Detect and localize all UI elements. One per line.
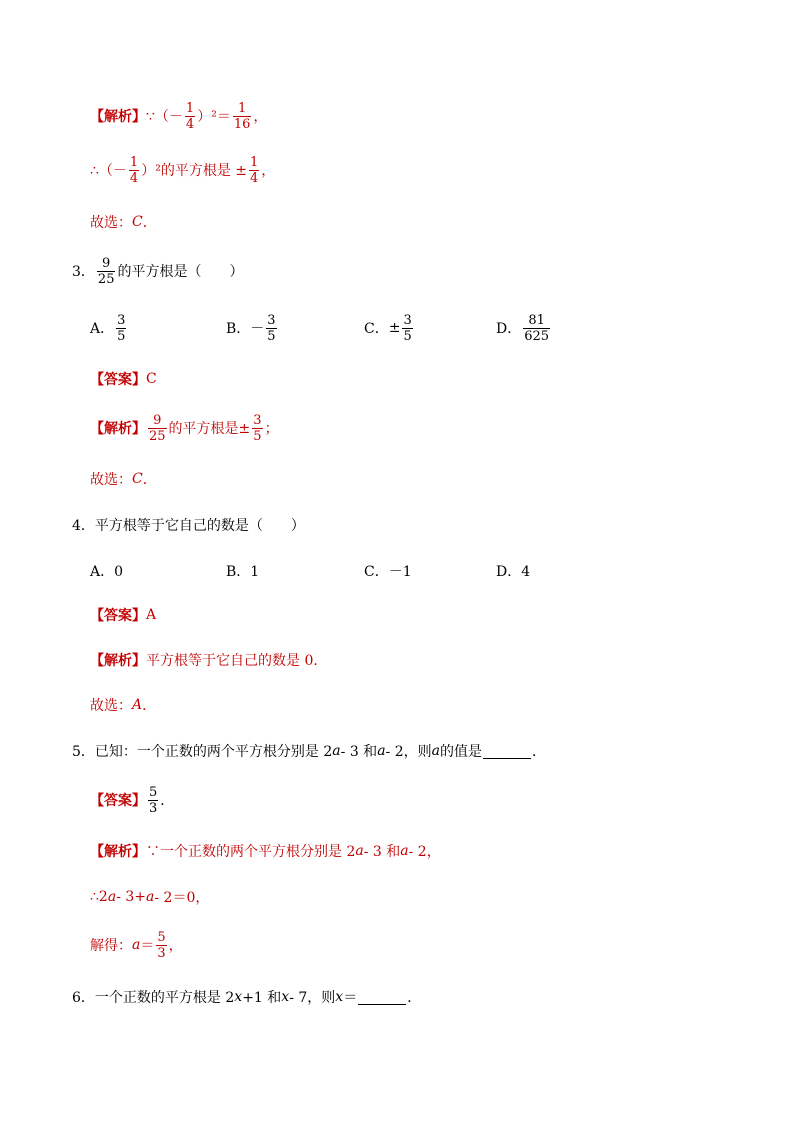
numerator: 1 [237,100,247,116]
question-5-answer [90,780,174,820]
question-text: ＝ [343,990,358,1006]
question-5-solve [90,925,183,965]
fraction [156,931,166,960]
analysis-tag: 【解析】 [90,109,146,125]
analysis-text: - 3 和 [363,844,401,860]
analysis-text: - 2， [408,844,441,860]
answer-tag: 【答案】 [90,608,146,624]
option-label: D． [496,321,522,337]
fraction [97,257,116,286]
numerator: 5 [157,929,166,945]
question-6-stem [72,977,421,1017]
choose-label: 故选： [90,215,132,231]
therefore-text: - 2＝0， [154,890,210,906]
question-number: 6． [72,990,95,1006]
punctuation: ； [264,421,279,437]
option-d[interactable] [496,561,530,581]
question-3-analysis [90,408,279,448]
question-number: 3． [72,264,95,280]
punctuation: ， [168,938,183,954]
equals-sign: ＝ [140,938,155,954]
variable: a [431,743,440,759]
answer-tag: 【答案】 [90,793,146,809]
answer-blank[interactable] [358,990,406,1005]
fraction [266,314,276,343]
analysis-text: 的平方根是± [168,421,251,437]
option-b[interactable] [226,314,279,343]
option-label: A． [90,321,115,337]
analysis-tag: 【解析】 [90,421,146,437]
variable: x [234,989,243,1005]
punctuation: ． [142,472,157,488]
variable: x [335,989,344,1005]
question-number: 4． [72,518,95,534]
numerator: 1 [250,154,259,170]
option-d[interactable] [496,314,552,343]
question-text: - 7，则 [289,990,336,1006]
denominator: 4 [129,170,139,186]
punctuation: ． [142,698,157,714]
fraction [185,102,195,131]
variable: a [400,843,409,859]
variable: a [132,937,141,953]
option-sign: ± [388,320,401,336]
question-text: 已知：一个正数的两个平方根分别是 2 [94,744,333,760]
question-text: - 2，则 [385,744,432,760]
answer-value: C [146,371,157,387]
denominator: 25 [149,428,166,444]
denominator: 5 [253,428,262,444]
fraction [129,156,139,185]
option-sign: － [250,321,265,337]
punctuation: ． [407,990,422,1006]
question-text: 的值是 [440,744,482,760]
fraction [148,786,158,815]
denominator: 4 [185,116,195,132]
therefore-text: ∴2 [90,889,108,905]
question-number: 5． [72,744,95,760]
variable: a [377,743,386,759]
analysis-text: ∵一个正数的两个平方根分别是 2 [146,844,356,860]
option-a[interactable] [90,314,128,343]
numerator: 1 [185,100,195,116]
denominator: 4 [250,170,259,186]
option-c[interactable] [364,561,412,581]
variable: a [332,743,341,759]
option-c[interactable] [364,314,415,343]
fraction [148,414,167,443]
answer-tag: 【答案】 [90,372,146,388]
question-3-choose [90,459,157,499]
option-text: D．4 [496,564,531,580]
analysis-tag: 【解析】 [90,844,146,860]
option-label: C． [364,321,389,337]
denominator: 625 [524,328,550,344]
numerator: 3 [117,312,126,328]
numerator: 5 [149,784,158,800]
option-a[interactable] [90,561,123,581]
punctuation: ． [532,744,546,760]
fraction [233,102,252,131]
because-symbol: ∵（ [146,109,169,125]
fraction [249,156,259,185]
denominator: 5 [267,328,276,344]
denominator: 3 [157,945,166,961]
question-3-stem [72,251,243,291]
question-text: - 3 和 [340,744,378,760]
question-4-analysis [90,640,327,680]
question-text: 平方根等于它自己的数是（ ） [94,518,305,534]
option-text: C．－1 [364,564,412,580]
punctuation: ． [142,215,157,231]
question-5-analysis [90,831,441,871]
numerator: 1 [129,154,139,170]
choice-answer: A [132,697,143,713]
fraction [116,314,126,343]
variable: a [107,889,117,905]
option-text: A．0 [90,564,124,580]
numerator: 9 [153,412,162,428]
fraction [252,414,262,443]
denominator: 5 [117,328,126,344]
question-4-answer [90,595,156,635]
punctuation: ， [253,109,268,125]
numerator: 9 [102,255,111,271]
denominator: 25 [97,271,115,287]
choose-line-1 [90,202,157,242]
question-4-stem [72,505,305,545]
text: 的平方根是 ± [160,163,248,179]
choose-label: 故选： [90,472,132,488]
therefore-symbol: ∴（ [90,163,113,179]
denominator: 5 [403,328,412,344]
denominator: 3 [149,800,158,816]
choose-label: 故选： [90,698,132,714]
minus-sign: － [168,109,183,125]
therefore-text: - 3+ [116,889,147,905]
power-equals: ）²＝ [197,109,231,125]
solve-label: 解得： [90,938,132,954]
question-text: +1 和 [242,990,282,1006]
question-text: 的平方根是（ ） [117,264,244,280]
fraction [402,314,412,343]
fraction [523,314,550,343]
option-label: B． [226,321,251,337]
variable: a [146,889,155,905]
denominator: 16 [233,116,251,132]
numerator: 3 [267,312,276,328]
analysis-text: 平方根等于它自己的数是 0． [146,653,328,669]
power: ）² [141,163,161,179]
numerator: 3 [403,312,412,328]
question-4-choose [90,685,156,725]
question-3-options [0,308,794,348]
question-4-options [0,551,794,591]
therefore-line [90,150,275,190]
answer-blank[interactable] [483,744,531,759]
question-3-answer [90,359,157,399]
question-5-therefore [90,877,209,917]
option-text: B．1 [226,564,260,580]
question-text: 一个正数的平方根是 2 [94,990,235,1006]
variable: a [355,843,364,859]
punctuation: ． [160,793,175,809]
option-b[interactable] [226,561,259,581]
numerator: 3 [253,412,262,428]
minus-sign: － [112,163,127,179]
choice-answer: C [132,214,143,230]
analysis-line-1 [90,96,267,136]
choice-answer: C [132,471,143,487]
variable: x [281,989,290,1005]
numerator: 81 [528,312,545,328]
analysis-tag: 【解析】 [90,653,146,669]
answer-value: A [146,607,157,623]
punctuation: ， [261,163,276,179]
question-5-stem [72,731,546,771]
